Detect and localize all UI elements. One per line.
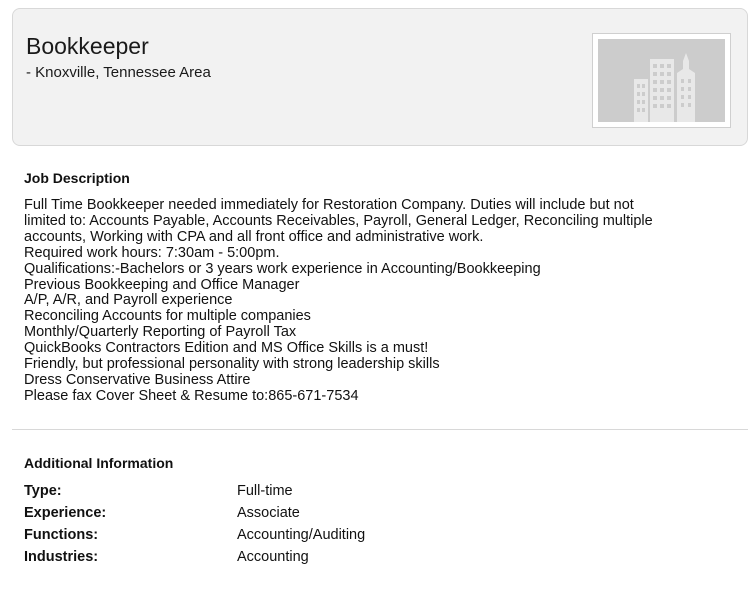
job-title: Bookkeeper xyxy=(26,33,149,59)
info-value: Accounting/Auditing xyxy=(237,527,366,543)
description-line: limited to: Accounts Payable, Accounts Receivables, Payroll, General Ledger, Reconciling multiple xyxy=(24,212,653,229)
info-value: Full-time xyxy=(237,483,293,499)
description-line: Qualifications:-Bachelors or 3 years work experience in Accounting/Bookkeeping xyxy=(24,260,541,277)
job-header-card xyxy=(12,8,748,146)
description-line: Please fax Cover Sheet & Resume to:865-671-7534 xyxy=(24,387,359,404)
info-label: Experience: xyxy=(24,505,107,521)
description-line: Dress Conservative Business Attire xyxy=(24,371,251,388)
description-line: Friendly, but professional personality with strong leadership skills xyxy=(24,356,440,373)
section-divider xyxy=(12,429,748,430)
info-row-functions xyxy=(24,525,724,545)
info-row-industries xyxy=(24,547,724,567)
info-label: Functions: xyxy=(24,527,99,543)
info-row-type xyxy=(24,481,724,501)
company-building-placeholder-icon xyxy=(598,39,725,122)
description-line: Required work hours: 7:30am - 5:00pm. xyxy=(24,244,280,261)
description-line: accounts, Working with CPA and all front office and administrative work. xyxy=(24,228,484,245)
description-line: QuickBooks Contractors Edition and MS Office Skills is a must! xyxy=(24,340,429,357)
company-logo xyxy=(592,33,731,128)
info-value: Associate xyxy=(237,505,300,521)
job-location: - Knoxville, Tennessee Area xyxy=(26,64,211,81)
job-description-body xyxy=(24,198,734,405)
info-label: Industries: xyxy=(24,549,99,565)
info-row-experience xyxy=(24,503,724,523)
description-line: Monthly/Quarterly Reporting of Payroll Tax xyxy=(24,324,297,341)
info-label: Type: xyxy=(24,483,62,499)
description-line: A/P, A/R, and Payroll experience xyxy=(24,292,233,309)
description-line: Full Time Bookkeeper needed immediately for Restoration Company. Duties will include but not xyxy=(24,197,634,213)
info-value: Accounting xyxy=(237,549,309,565)
description-line: Reconciling Accounts for multiple companies xyxy=(24,308,311,325)
description-line: Previous Bookkeeping and Office Manager xyxy=(24,276,300,293)
additional-info-heading: Additional Information xyxy=(24,455,174,471)
job-description-heading: Job Description xyxy=(24,170,130,186)
